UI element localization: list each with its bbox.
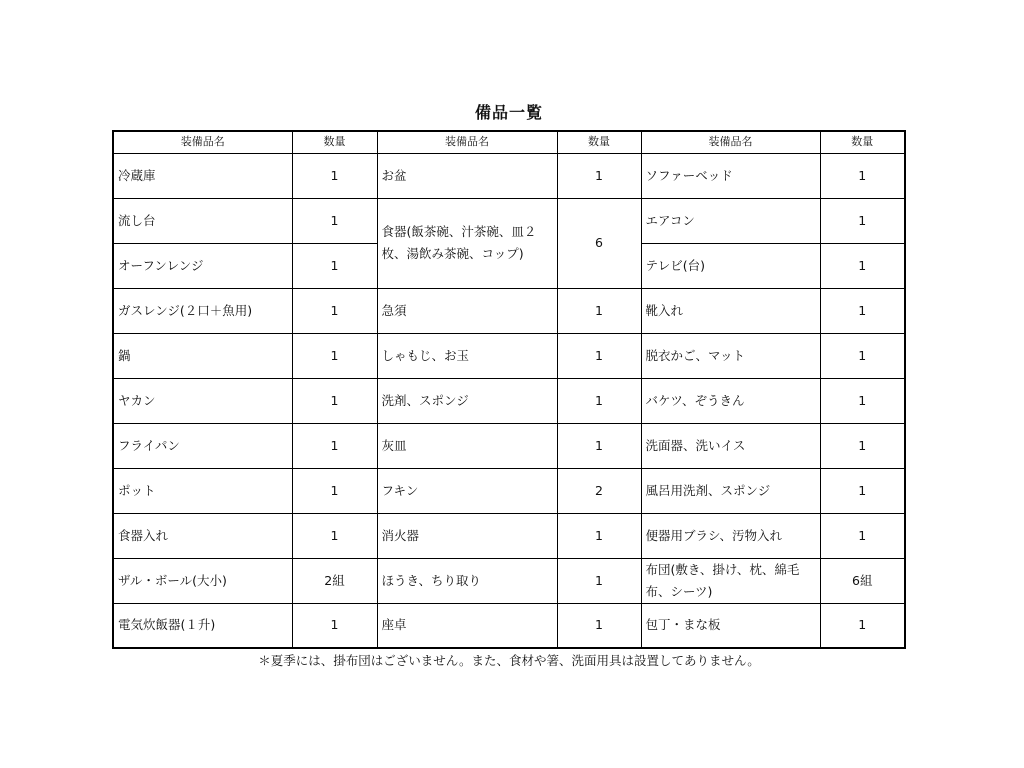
item-name-cell: バケツ、ぞうきん (641, 378, 820, 423)
item-name-cell: 風呂用洗剤、スポンジ (641, 468, 820, 513)
quantity-cell: 1 (820, 468, 905, 513)
item-name-cell: オーフンレンジ (113, 243, 292, 288)
header-quantity: 数量 (557, 131, 641, 153)
quantity-cell: 1 (557, 333, 641, 378)
quantity-cell: 1 (557, 288, 641, 333)
item-name-cell: 食器入れ (113, 513, 292, 558)
footnote: ＊夏季には、掛布団はございません。また、食材や箸、洗面用具は設置してありません。 (258, 653, 760, 668)
item-name-cell: フキン (377, 468, 557, 513)
item-name-cell: 急須 (377, 288, 557, 333)
item-name-cell: ポット (113, 468, 292, 513)
item-name-cell: ソファーベッド (641, 153, 820, 198)
quantity-cell: 1 (557, 423, 641, 468)
table-row (113, 513, 905, 558)
header-item-name: 装備品名 (641, 131, 820, 153)
table-row (113, 558, 905, 603)
page-title: 備品一覧 (474, 103, 543, 122)
quantity-cell: 1 (820, 243, 905, 288)
quantity-cell: 1 (820, 513, 905, 558)
item-name-cell: ほうき、ちり取り (377, 558, 557, 603)
quantity-cell: 1 (292, 198, 377, 243)
item-name-cell: 便器用ブラシ、汚物入れ (641, 513, 820, 558)
table-row (113, 198, 905, 243)
quantity-cell: 1 (292, 243, 377, 288)
item-name-cell: テレビ(台) (641, 243, 820, 288)
item-name-cell: 鍋 (113, 333, 292, 378)
item-name-cell: 洗面器、洗いイス (641, 423, 820, 468)
quantity-cell: 1 (292, 288, 377, 333)
item-name-cell: 流し台 (113, 198, 292, 243)
item-name-cell: フライパン (113, 423, 292, 468)
item-name-cell: 消火器 (377, 513, 557, 558)
item-name-cell: しゃもじ、お玉 (377, 333, 557, 378)
quantity-cell: 1 (292, 378, 377, 423)
header-quantity: 数量 (820, 131, 905, 153)
table-header-row (113, 131, 905, 153)
item-name-cell: エアコン (641, 198, 820, 243)
quantity-cell: 2組 (292, 558, 377, 603)
quantity-cell: 1 (820, 423, 905, 468)
quantity-cell: 1 (820, 153, 905, 198)
item-name-cell: 冷蔵庫 (113, 153, 292, 198)
item-name-cell: 靴入れ (641, 288, 820, 333)
quantity-cell: 1 (820, 198, 905, 243)
quantity-cell: 6組 (820, 558, 905, 603)
item-name-cell: 電気炊飯器(１升) (113, 603, 292, 648)
quantity-cell: 1 (820, 378, 905, 423)
quantity-cell: 1 (557, 378, 641, 423)
equipment-table (112, 130, 906, 649)
quantity-cell: 1 (292, 513, 377, 558)
table-row (113, 468, 905, 513)
table-row (113, 153, 905, 198)
item-name-cell: 灰皿 (377, 423, 557, 468)
quantity-cell-merged: 6 (557, 198, 641, 288)
quantity-cell: 1 (292, 468, 377, 513)
quantity-cell: 2 (557, 468, 641, 513)
quantity-cell: 1 (292, 153, 377, 198)
item-name-cell: ガスレンジ(２口＋魚用) (113, 288, 292, 333)
quantity-cell: 1 (820, 288, 905, 333)
table-row (113, 423, 905, 468)
item-name-cell: ザル・ボール(大小) (113, 558, 292, 603)
quantity-cell: 1 (292, 423, 377, 468)
item-name-cell: ヤカン (113, 378, 292, 423)
item-name-cell: 布団(敷き、掛け、枕、綿毛布、シーツ) (641, 558, 820, 603)
header-item-name: 装備品名 (113, 131, 292, 153)
quantity-cell: 1 (557, 153, 641, 198)
quantity-cell: 1 (557, 558, 641, 603)
table-row (113, 378, 905, 423)
item-name-cell: 洗剤、スポンジ (377, 378, 557, 423)
table-row (113, 288, 905, 333)
table-row (113, 603, 905, 648)
quantity-cell: 1 (820, 333, 905, 378)
item-name-cell: 座卓 (377, 603, 557, 648)
item-name-cell: お盆 (377, 153, 557, 198)
quantity-cell: 1 (292, 603, 377, 648)
item-name-cell-merged: 食器(飯茶碗、汁茶碗、皿２枚、湯飲み茶碗、コップ) (377, 198, 557, 288)
quantity-cell: 1 (292, 333, 377, 378)
header-item-name: 装備品名 (377, 131, 557, 153)
item-name-cell: 脱衣かご、マット (641, 333, 820, 378)
header-quantity: 数量 (292, 131, 377, 153)
quantity-cell: 1 (557, 603, 641, 648)
table-row (113, 333, 905, 378)
item-name-cell: 包丁・まな板 (641, 603, 820, 648)
quantity-cell: 1 (820, 603, 905, 648)
quantity-cell: 1 (557, 513, 641, 558)
